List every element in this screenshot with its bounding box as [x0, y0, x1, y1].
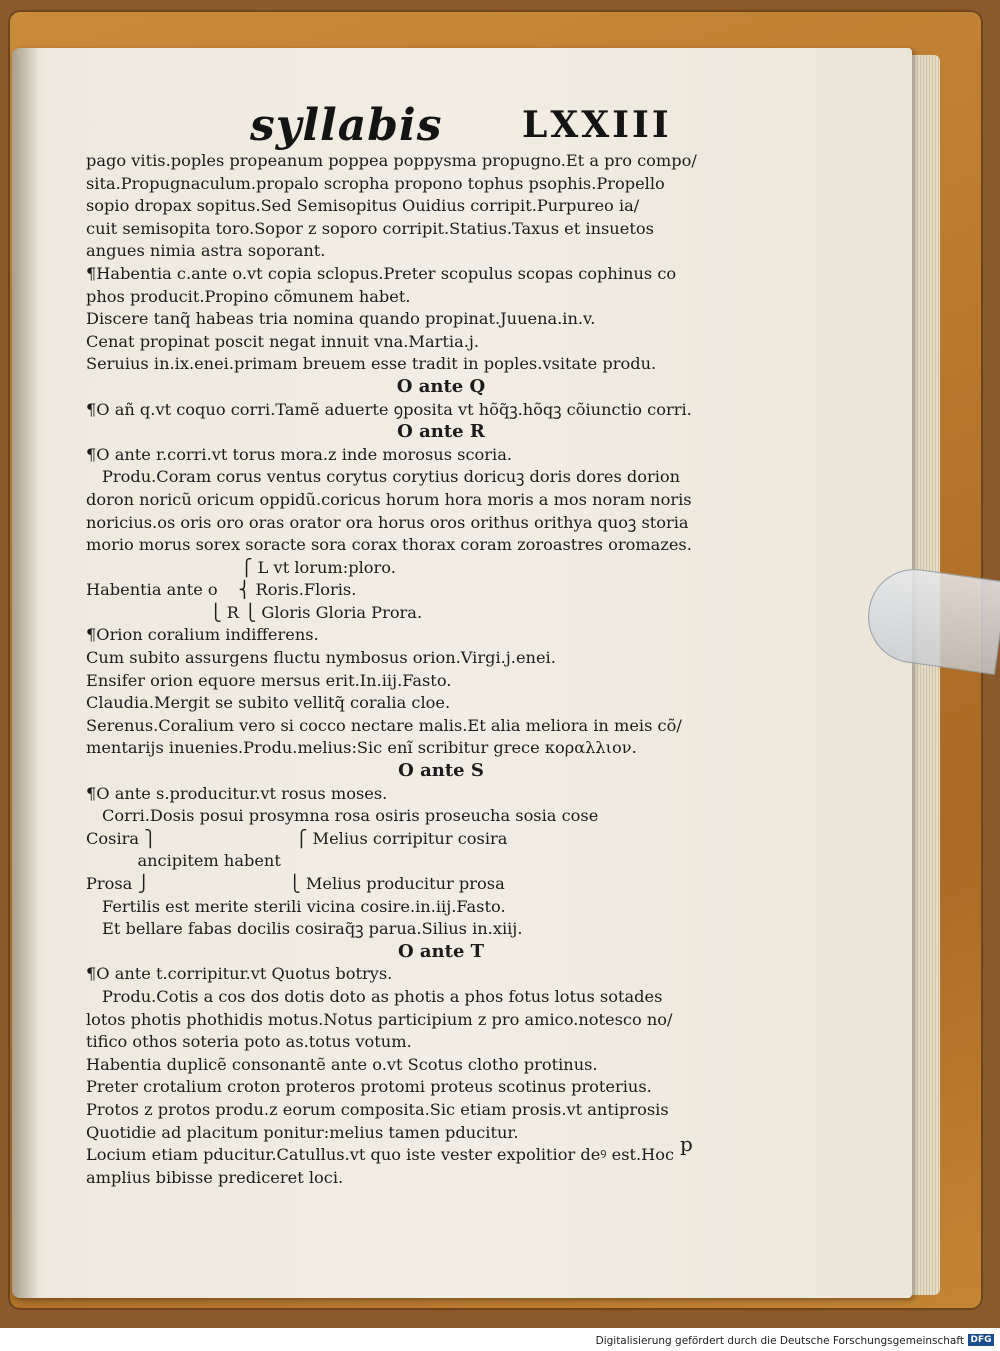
text-line: ¶O ante s.producitur.vt rosus moses.	[86, 783, 388, 803]
text-line: morio morus sorex soracte sora corax thorax coram zoroastres oromazes.	[86, 535, 692, 555]
text-line: Produ.Coram corus ventus corytus corytius doricuꝫ doris dores dorion	[102, 467, 681, 487]
text-line: Protos z protos produ.z eorum composita.Sic etiam prosis.vt antiprosis	[86, 1099, 669, 1119]
text-line: angues nimia astra soporant.	[86, 241, 326, 261]
text-line: Quotidie ad placitum ponitur:melius tamen pducitur.	[86, 1122, 519, 1142]
text-line: Ensifer orion equore mersus erit.In.iij.Fasto.	[86, 670, 452, 690]
text-line: ⎩ R ⎩ Gloris Gloria Prora.	[86, 602, 423, 622]
text-line: Cosira ⎫ ⎧ Melius corripitur cosira	[86, 828, 508, 848]
running-title: syllabis	[250, 100, 443, 151]
main-text	[86, 150, 756, 1189]
text-line: pago vitis.poples propeanum poppea poppysma propugno.Et a pro compo/	[86, 151, 697, 170]
text-line: Corri.Dosis posui prosymna rosa osiris proseucha sosia cose	[102, 806, 599, 826]
text-line: sopio dropax sopitus.Sed Semisopitus Ouidius corripit.Purpureo ia/	[86, 196, 640, 216]
text-line: lotos photis phothidis motus.Notus participium z pro amico.notesco no/	[86, 1009, 673, 1029]
section-heading: O ante T	[397, 940, 485, 962]
text-line: cuit semisopita toro.Sopor z soporo corripit.Statius.Taxus et insuetos	[86, 218, 654, 238]
text-line: Habentia duplicẽ consonantẽ ante o.vt Scotus clotho protinus.	[86, 1054, 598, 1074]
text-line: ¶O añ q.vt coquo corri.Tamẽ aduerte ꝯposita vt hõq̃ꝫ.hõqꝫ cõiunctio corri.	[86, 399, 692, 419]
text-line: Prosa ⎭ ⎩ Melius producitur prosa	[86, 874, 505, 893]
text-line: Cenat propinat poscit negat innuit vna.Martia.j.	[86, 331, 480, 351]
text-line: Et bellare fabas docilis cosiraq̃ꝫ parua.Silius in.xiij.	[102, 919, 523, 939]
text-line: Discere tanq̃ habeas tria nomina quando propinat.Juuena.in.v.	[86, 309, 596, 329]
text-line: doron noricũ oricum oppidũ.coricus horum hora moris a mos noram noris	[86, 489, 692, 509]
text-line: ¶Orion coralium indifferens.	[86, 625, 319, 645]
spine-shadow	[12, 48, 38, 1298]
text-line: Fertilis est merite sterili vicina cosire.in.iij.Fasto.	[102, 896, 506, 916]
text-line: ⎧ L vt lorum:ploro.	[86, 557, 396, 577]
text-line: Serenus.Coralium vero si cocco nectare malis.Et alia meliora in meis cõ/	[86, 715, 682, 735]
text-line: Seruius in.ix.enei.primam breuem esse tradit in poples.vsitate produ.	[86, 354, 657, 374]
page-header	[250, 100, 690, 152]
section-heading: O ante R	[397, 421, 485, 443]
section-heading: O ante Q	[396, 375, 486, 397]
text-line: Habentia ante o ⎨ Roris.Floris.	[86, 580, 357, 600]
text-line: Claudia.Mergit se subito vellitq̃ coralia cloe.	[86, 693, 451, 713]
text-line: noricius.os oris oro oras orator ora horus oros orithus orithya quoꝫ storia	[86, 512, 689, 532]
text-line: ¶O ante r.corri.vt torus mora.z inde morosus scoria.	[86, 444, 512, 464]
folio-number: LXXIII	[522, 104, 672, 146]
text-line: Produ.Cotis a cos dos dotis doto as photis a phos fotus lotus sotades	[102, 986, 663, 1006]
text-line: phos producit.Propino cõmunem habet.	[86, 286, 411, 306]
text-line: Preter crotalium croton proteros protomi proteus scotinus proterius.	[86, 1077, 652, 1097]
text-line: sita.Propugnaculum.propalo scropha propono tophus psophis.Propello	[86, 173, 665, 193]
text-line: ancipitem habent	[86, 851, 281, 871]
text-line: ¶O ante t.corripitur.vt Quotus botrys.	[86, 964, 393, 984]
text-line: tifico othos soteria poto as.totus votum.	[86, 1032, 412, 1052]
text-line: amplius bibisse prediceret loci.	[86, 1167, 344, 1187]
section-heading: O ante S	[398, 760, 484, 782]
text-line: ¶Habentia c.ante o.vt copia sclopus.Preter scopulus scopas cophinus co	[86, 263, 677, 283]
funding-credit: Digitalisierung gefördert durch die Deutsche Forschungsgemeinschaft	[595, 1335, 964, 1347]
text-line: mentarijs inuenies.Produ.melius:Sic enĩ scribitur grece κοραλλιον.	[86, 738, 637, 758]
dfg-logo: DFG	[968, 1334, 994, 1346]
text-line: Locium etiam pducitur.Catullus.vt quo iste vester expolitior deꝰ est.Hoc	[86, 1145, 675, 1165]
text-line: Cum subito assurgens fluctu nymbosus orion.Virgi.j.enei.	[86, 648, 556, 668]
catchword: p	[680, 1132, 693, 1156]
